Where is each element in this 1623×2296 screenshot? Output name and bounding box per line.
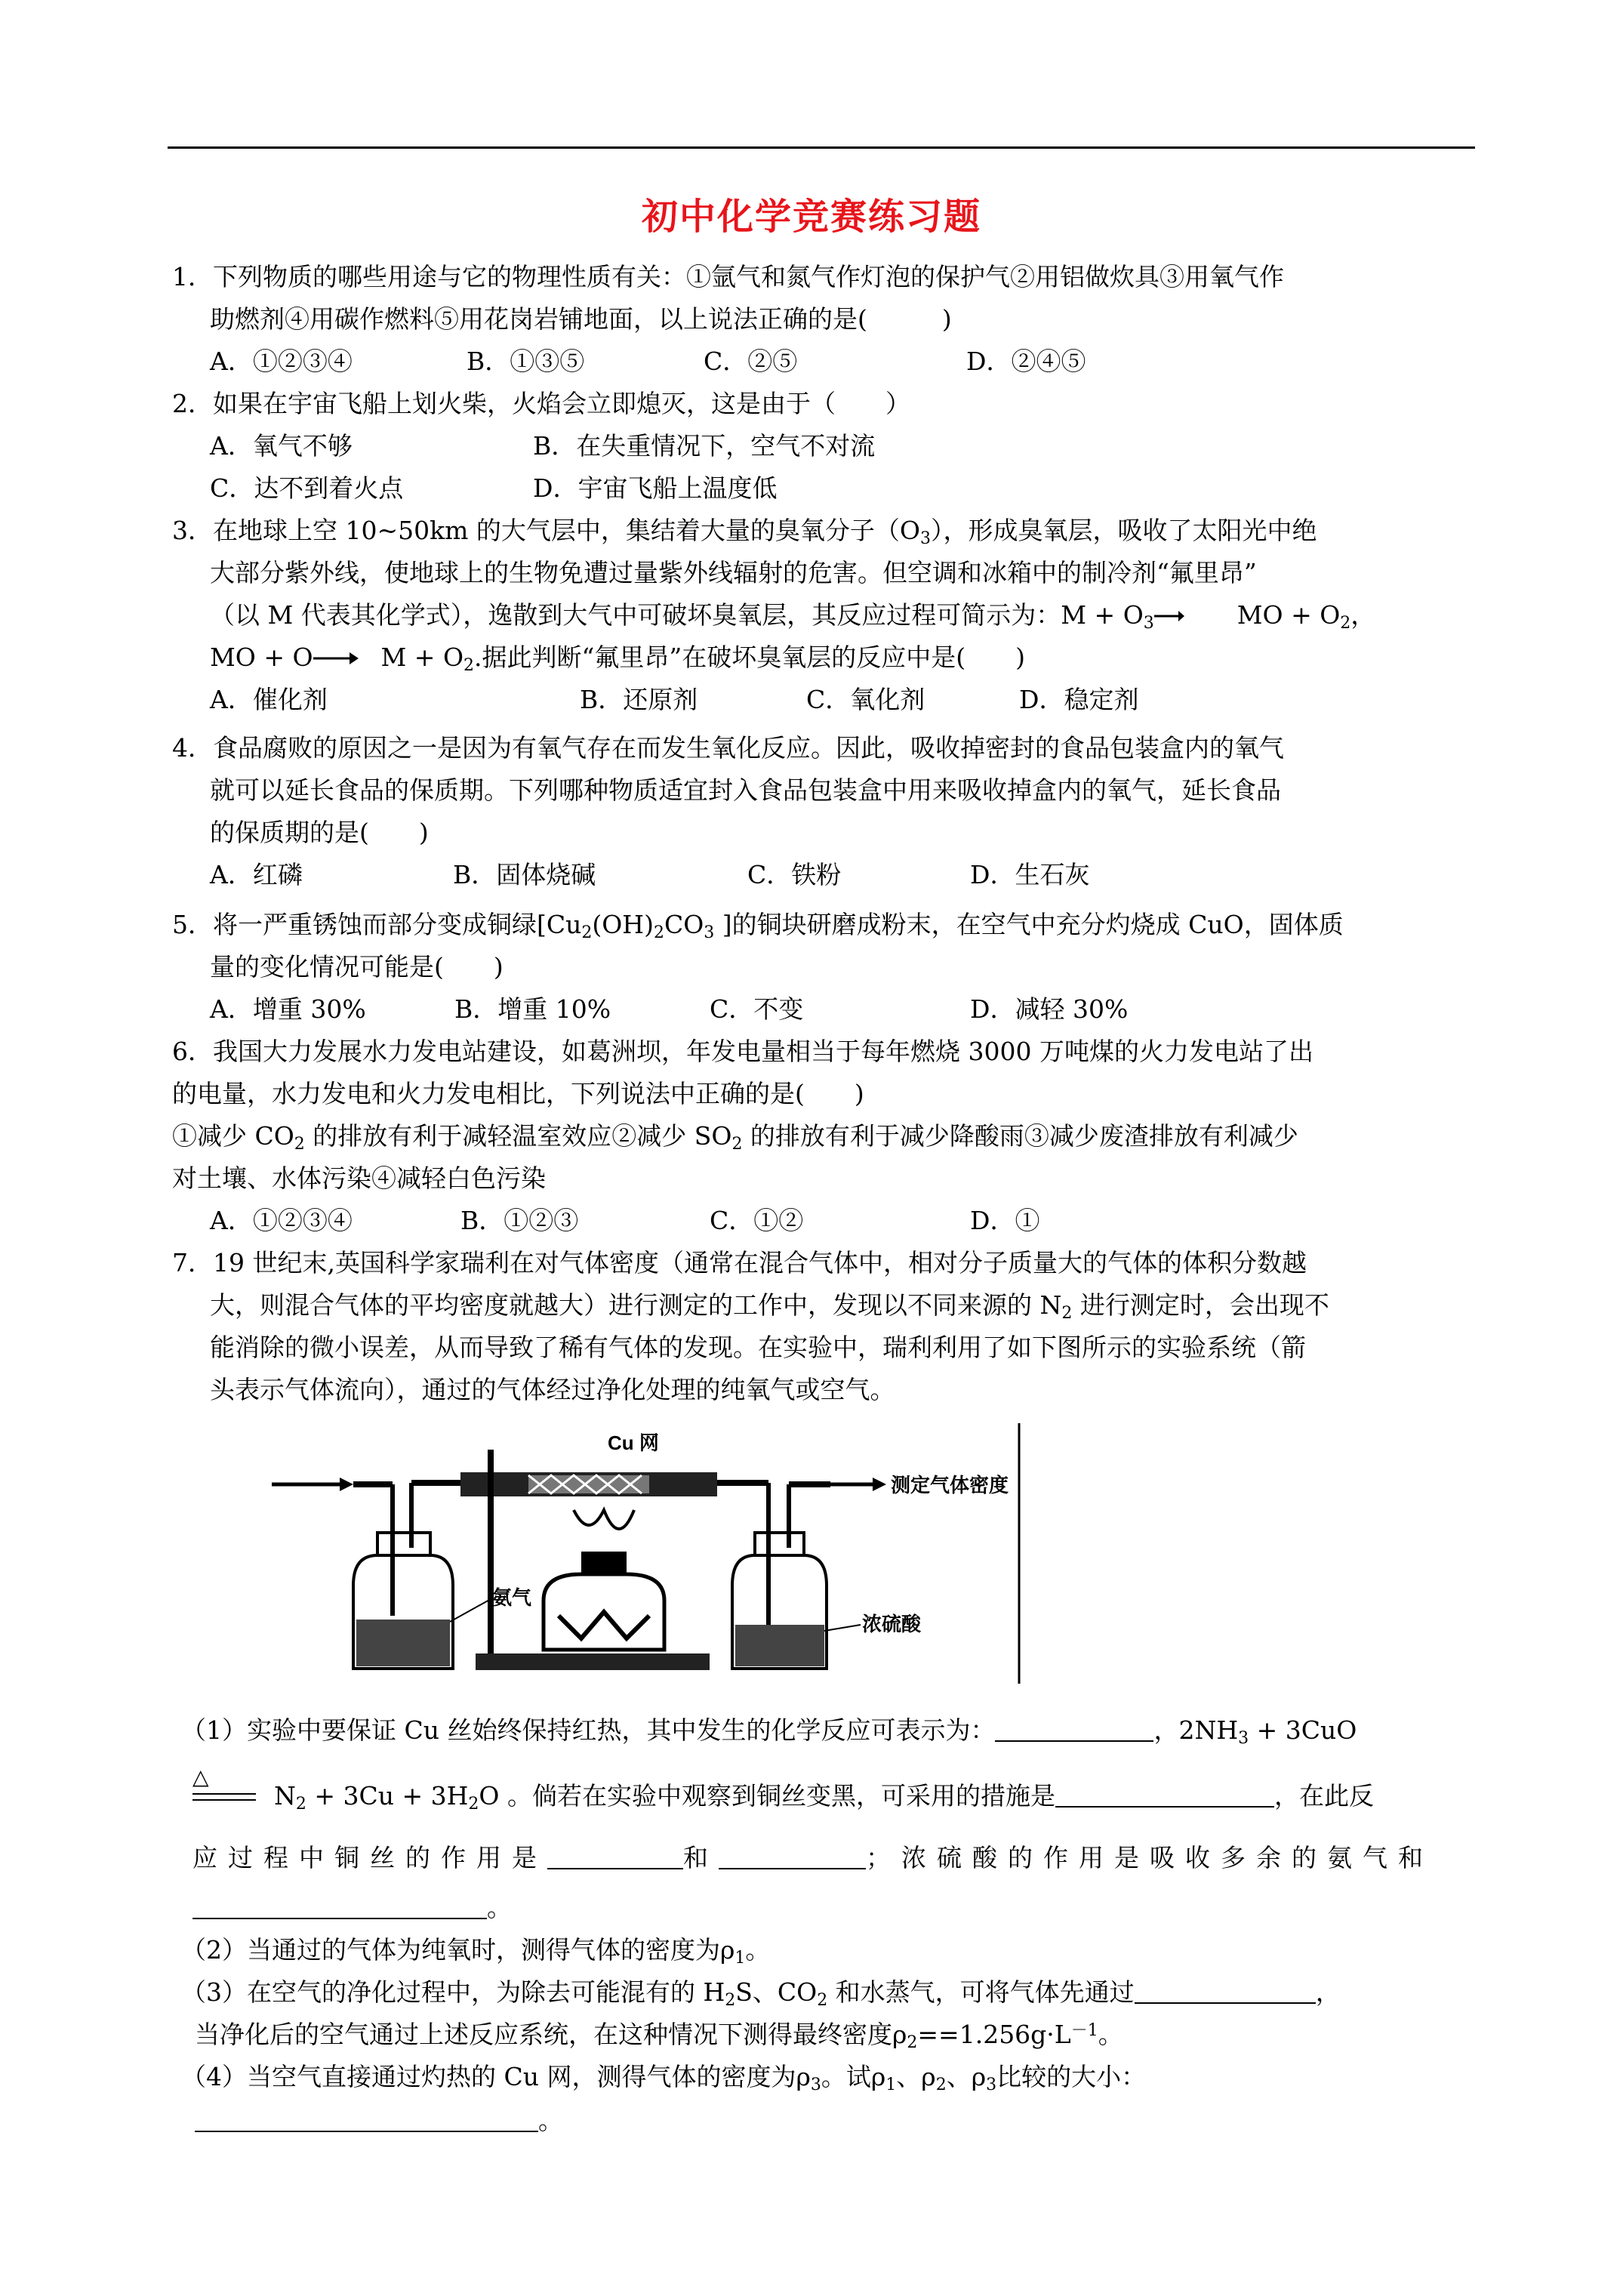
q2-option-c: C．达不到着火点 (210, 473, 404, 503)
q1-option-b: B．①③⑤ (467, 347, 585, 376)
q3-option-b: B．还原剂 (580, 685, 698, 714)
alcohol-burner-icon (544, 1510, 664, 1650)
answer-blank[interactable] (1055, 1783, 1274, 1808)
apparatus-figure (226, 1419, 1034, 1691)
q7-part3-line-1: （3）在空气的净化过程中，为除去可能混有的 $H_2S$、$CO_2$ 和水蒸气，可将气体先通过 ， (181, 1977, 1341, 2010)
q5-line-2: 量的变化情况可能是( ) (210, 952, 504, 982)
q7-line-1: 7．19 世纪末,英国科学家瑞利在对气体密度（通常在混合气体中，相对分子质量大的气体的体积分数越 (172, 1248, 1307, 1277)
delta-sign: △ (192, 1764, 209, 1789)
q3-line-3: （以 M 代表其化学式），逸散到大气中可破坏臭氧层，其反应过程可简示为：$M + O_3$ MO + $O_2$， (210, 600, 1376, 633)
outlet-label: 测定气体密度 (891, 1474, 1009, 1496)
q5-option-b: B．增重 10% (454, 994, 611, 1024)
answer-blank[interactable] (719, 1845, 866, 1869)
q4-line-1: 4．食品腐败的原因之一是因为有氧气存在而发生氧化反应。因此，吸收掉密封的食品包装盒内的氧气 (172, 733, 1284, 763)
q7-part1-line-2: $N_2 + 3Cu + 3H_2O$ 。倘若在实验中观察到铜丝变黑，可采用的措施是 ，在此反 (274, 1781, 1374, 1814)
cu-label: Cu 网 (608, 1432, 659, 1454)
q3-option-c: C．氧化剂 (806, 685, 925, 714)
q7-part1-line-4: 。 (192, 1893, 512, 1923)
q7-part4-line-2: 。 (195, 2106, 563, 2136)
cu-tube (460, 1472, 717, 1496)
q4-option-b: B．固体烧碱 (453, 860, 596, 889)
q1-line-2: 助燃剂④用碳作燃料⑤用花岗岩铺地面，以上说法正确的是( ) (210, 304, 952, 334)
answer-blank[interactable] (1135, 1980, 1316, 2004)
q6-option-d: D．① (970, 1206, 1040, 1235)
q3-line-1: 3．在地球上空 10~50km 的大气层中，集结着大量的臭氧分子$(O_3)$，形成臭氧层，吸收了太阳光中绝 (172, 516, 1317, 548)
q2-option-a: A．氧气不够 (210, 431, 353, 461)
q5-option-d: D．减轻 30% (970, 994, 1129, 1024)
q2-option-d: D．宇宙飞船上温度低 (533, 473, 778, 503)
q6-line-3: ①减少 $CO_2$ 的排放有利于减轻温室效应②减少 $SO_2$ 的排放有利于减少降酸雨③减少废渣排放有利减少 (172, 1121, 1298, 1154)
q1-option-a: A．①②③④ (210, 347, 353, 376)
q4-line-3: 的保质期的是( ) (210, 818, 429, 847)
answer-blank[interactable] (192, 1895, 487, 1919)
q4-option-a: A．红磷 (210, 860, 303, 889)
q6-option-c: C．①② (710, 1206, 804, 1235)
q1-line-1: 1．下列物质的哪些用途与它的物理性质有关：①氩气和氮气作灯泡的保护气②用铝做炊具③用氧气作 (172, 262, 1284, 291)
q5-option-a: A．增重 30% (210, 994, 366, 1024)
q5-line-1: 5．将一严重锈蚀而部分变成铜绿[$Cu_2(OH)_2CO_3$ ]的铜块研磨成粉末，在空气中充分灼烧成 CuO，固体质 (172, 910, 1344, 942)
q3-option-d: D．稳定剂 (1019, 685, 1139, 714)
q6-line-4: 对土壤、水体污染④减轻白色污染 (172, 1163, 546, 1193)
q5-option-c: C．不变 (710, 994, 804, 1024)
q6-option-a: A．①②③④ (210, 1206, 353, 1235)
q6-line-2: 的电量，水力发电和火力发电相比，下列说法中正确的是( ) (172, 1079, 864, 1108)
q7-part1-line-3: 应过程中铜丝的作用是 和 ；浓硫酸的作用是吸收多余的氨气和 (192, 1843, 1434, 1872)
q7-part2: （2）当通过的气体为纯氧时，测得气体的密度为$\rho_1$。 (181, 1935, 771, 1968)
right-label: 浓硫酸 (862, 1613, 922, 1635)
answer-blank[interactable] (547, 1845, 683, 1869)
right-acid-bottle (732, 1533, 827, 1669)
q7-part4-line-1: （4）当空气直接通过灼热的 Cu 网，测得气体的密度为$\rho_3$。试$\rho_1$、$\rho_2$、$\rho_3$比较的大小： (181, 2062, 1147, 2094)
q4-option-d: D．生石灰 (970, 860, 1090, 889)
q6-option-b: B．①②③ (460, 1206, 579, 1235)
page-title: 初中化学竞赛练习题 (641, 196, 981, 238)
q2-option-b: B．在失重情况下，空气不对流 (533, 431, 876, 461)
q7-part3-line-2: 当净化后的空气通过上述反应系统，在这种情况下测得最终密度$\rho_2==1.256g\cdot L^{-1}$。 (195, 2020, 1123, 2052)
left-gas-bottle (353, 1533, 453, 1669)
reaction-arrow-icon (1154, 600, 1184, 630)
q4-line-2: 就可以延长食品的保质期。下列哪种物质适宜封入食品包装盒中用来吸收掉盒内的氧气，延长食品 (210, 775, 1281, 805)
q3-line-4: MO + O $M + O_2$.据此判断“氟里昂”在破坏臭氧层的反应中是( ) (210, 643, 1025, 675)
equals-sign (192, 1793, 256, 1801)
q4-option-c: C．铁粉 (747, 860, 842, 889)
q7-line-4: 头表示气体流向），通过的气体经过净化处理的纯氧气或空气。 (210, 1375, 895, 1404)
answer-blank[interactable] (995, 1718, 1153, 1742)
q2-line-1: 2．如果在宇宙飞船上划火柴，火焰会立即熄灭，这是由于（ ） (172, 389, 910, 418)
q1-option-d: D．②④⑤ (966, 347, 1086, 376)
header-rule (168, 146, 1475, 149)
q7-line-2: 大，则混合气体的平均密度就越大）进行测定的工作中，发现以不同来源的 $N_2$ 进行测定时，会出现不 (210, 1290, 1329, 1323)
q3-line-2: 大部分紫外线，使地球上的生物免遭过量紫外线辐射的危害。但空调和冰箱中的制冷剂“氟里昂” (210, 558, 1257, 587)
q6-line-1: 6．我国大力发展水力发电站建设，如葛洲坝，年发电量相当于每年燃烧 3000 万吨煤的火力发电站了出 (172, 1037, 1313, 1066)
q1-option-c: C．②⑤ (704, 347, 798, 376)
q3-option-a: A．催化剂 (210, 685, 328, 714)
reaction-arrow-icon (313, 643, 359, 673)
left-label: 氨气 (492, 1586, 532, 1609)
answer-blank[interactable] (195, 2108, 538, 2132)
q7-part1-line-1: （1）实验中要保证 Cu 丝始终保持红热，其中发生的化学反应可表示为： ，$2NH_3 + 3CuO$ (181, 1715, 1357, 1748)
q7-line-3: 能消除的微小误差，从而导致了稀有气体的发现。在实验中，瑞利利用了如下图所示的实验系统（箭 (210, 1333, 1306, 1362)
